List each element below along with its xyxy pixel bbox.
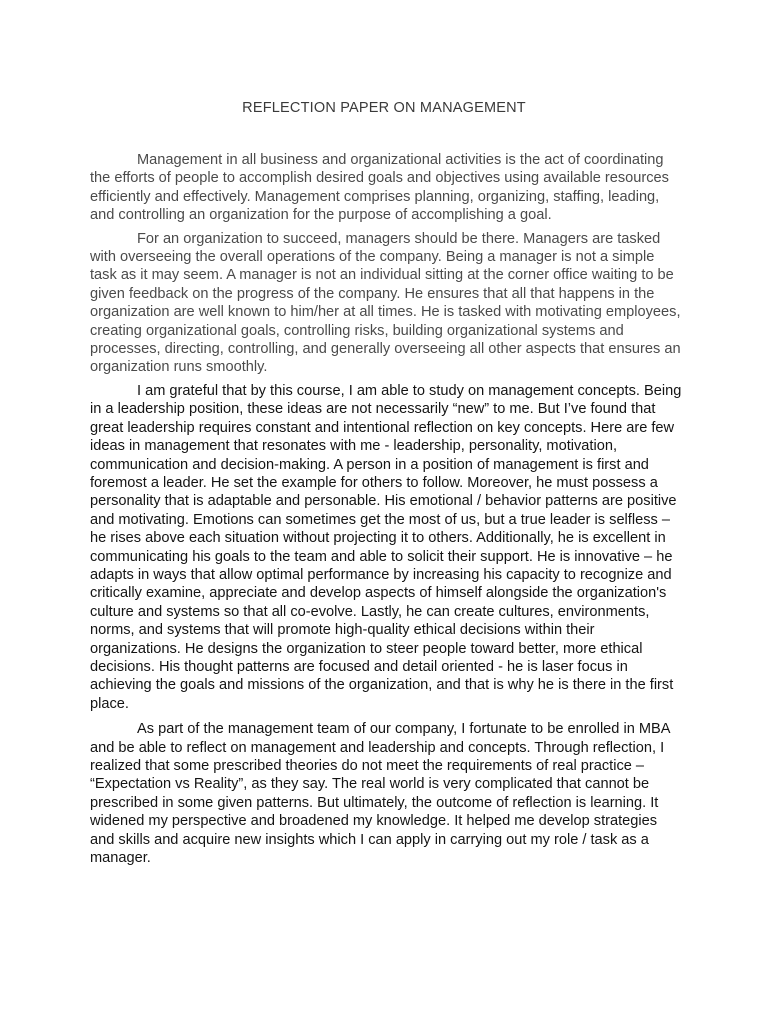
paragraph-management-definition: Management in all business and organizational activities is the act of coordinating the efforts of people to accomplish desired goals and objectives using available resources efficiently and effectively. Management comprises planning, organizing, staffing, leading, and controlling an organization for the purpose of accomplishing a goal. <box>90 152 669 224</box>
document-title: REFLECTION PAPER ON MANAGEMENT <box>242 100 526 116</box>
paragraph-leadership-ideas: I am grateful that by this course, I am able to study on management concepts. Being in a leadership position, these ideas are not necessarily “new” to me. But I’ve found that great leadership requires constant and intentional reflection on key concepts. Here are few ideas in management that resonates with me - leadership, personality, motivation, communication and decision-making. A person in a position of management is first and foremost a leader. He set the example for others to follow. Moreover, he must possess a personality that is adaptable and personable. His emotional / behavior patterns are positive and motivating. Emotions can sometimes get the most of us, but a true leader is selfless – he rises above each situation without projecting it to others. Additionally, he is excellent in communicating his goals to the team and able to solicit their support. He is innovative – he adapts in ways that allow optimal performance by increasing his capacity to recognize and critically examine, appreciate and develop aspects of himself alongside the organization's culture and systems so that all co-evolve. Lastly, he can create cultures, environments, norms, and systems that will promote high-quality ethical decisions within their organizations. He designs the organization to steer people toward better, more ethical decisions. His thought patterns are focused and detail oriented - he is laser focus in achieving the goals and missions of the organization, and that is why he is there in the first place. <box>90 382 682 712</box>
document-body <box>90 151 685 867</box>
paragraph-reflection-outcome: As part of the management team of our company, I fortunate to be enrolled in MBA and be able to reflect on management and leadership and concepts. Through reflection, I realized that some prescribed theories do not meet the requirements of real practice – “Expectation vs Reality”, as they say. The real world is very complicated that cannot be prescribed in some given patterns. But ultimately, the outcome of reflection is learning. It widened my perspective and broadened my knowledge. It helped me develop strategies and skills and acquire new insights which I can apply in carrying out my role / task as a manager. <box>90 721 670 867</box>
paragraph-role-of-managers: For an organization to succeed, managers should be there. Managers are tasked with overseeing the overall operations of the company. Being a manager is not a simple task as it may seem. A manager is not an individual sitting at the corner office waiting to be given feedback on the progress of the company. He ensures that all that happens in the organization are well known to him/her at all times. He is tasked with motivating employees, creating organizational goals, controlling risks, building organizational systems and processes, directing, controlling, and generally overseeing all other aspects that ensures an organization runs smoothly. <box>90 230 681 376</box>
